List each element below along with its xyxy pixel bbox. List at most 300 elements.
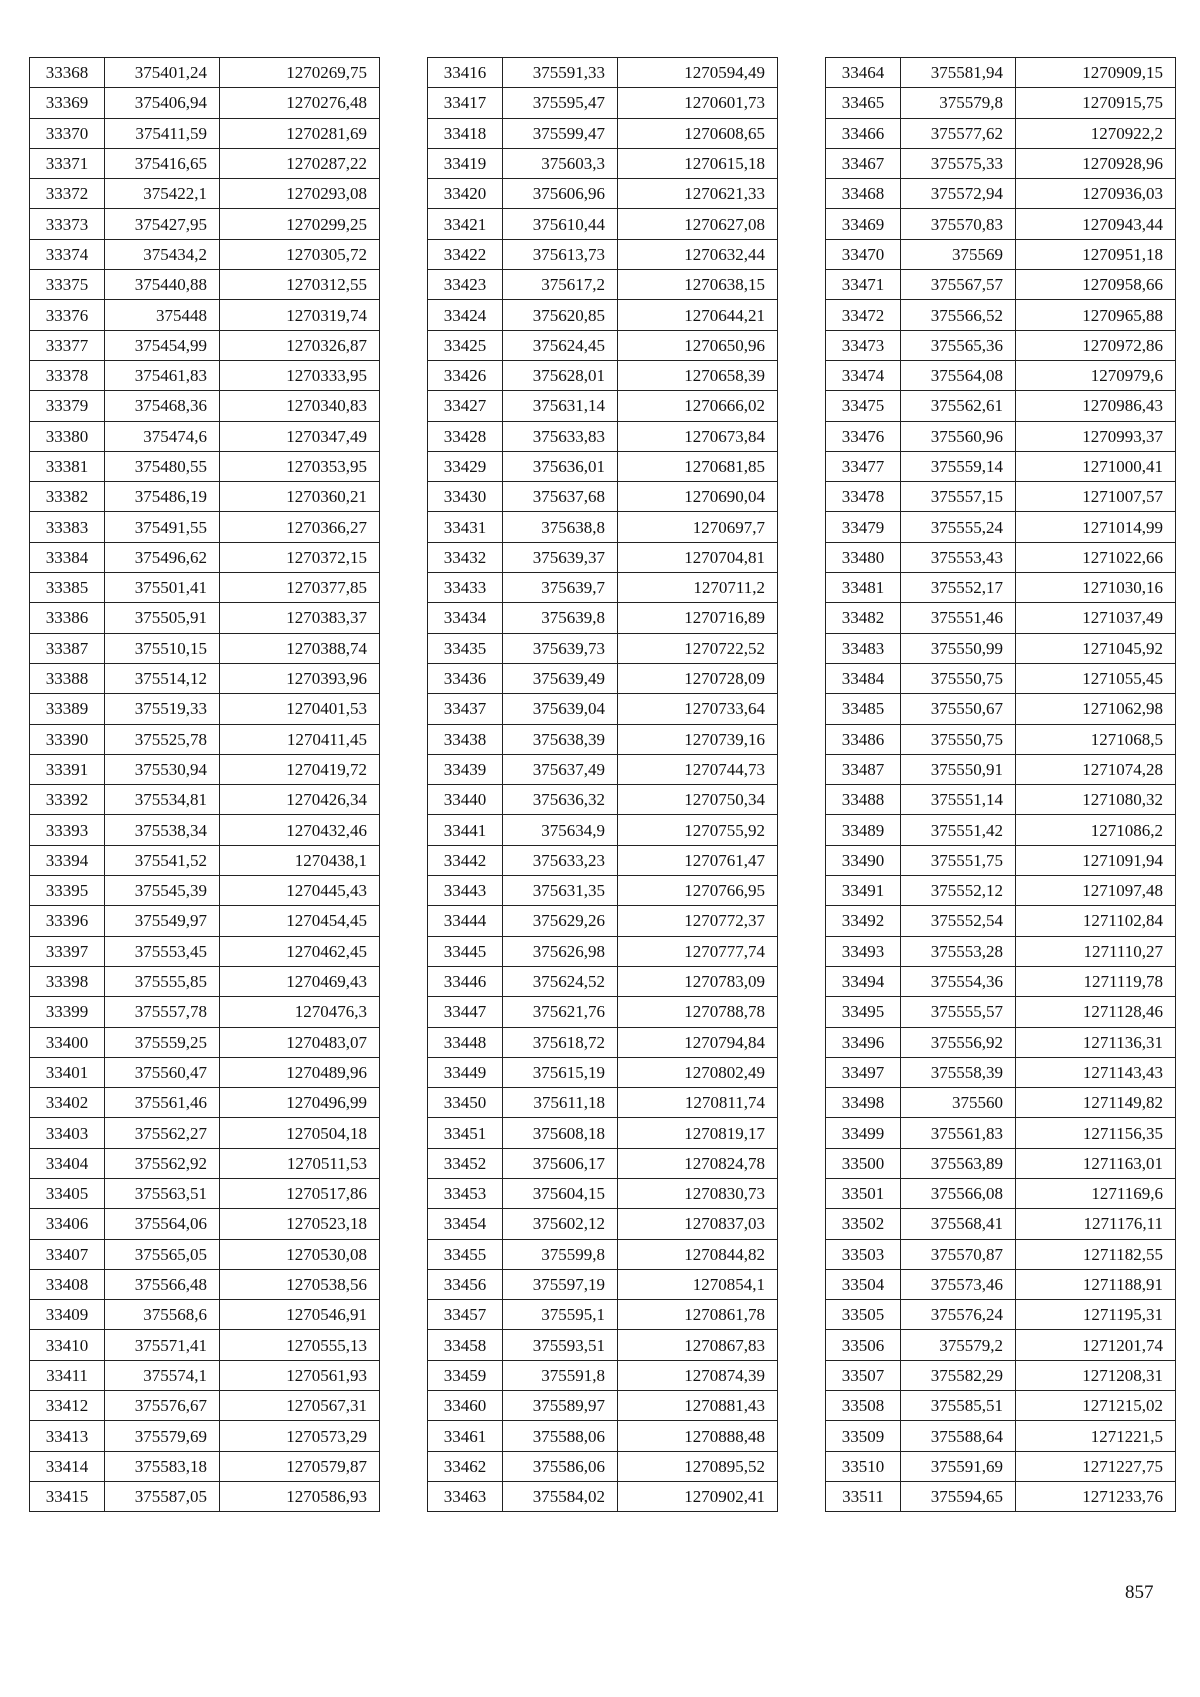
- y-coordinate-cell: 1270276,48: [220, 88, 380, 118]
- x-coordinate-cell: 375564,06: [105, 1209, 220, 1239]
- y-coordinate-cell: 1270972,86: [1016, 330, 1176, 360]
- x-coordinate-cell: 375562,27: [105, 1118, 220, 1148]
- y-coordinate-cell: 1271169,6: [1016, 1178, 1176, 1208]
- table-row: [30, 58, 380, 88]
- point-id-cell: 33505: [826, 1300, 901, 1330]
- x-coordinate-cell: 375637,68: [503, 482, 618, 512]
- x-coordinate-cell: 375599,8: [503, 1239, 618, 1269]
- point-id-cell: 33441: [428, 815, 503, 845]
- point-id-cell: 33443: [428, 876, 503, 906]
- point-id-cell: 33413: [30, 1421, 105, 1451]
- y-coordinate-cell: 1270951,18: [1016, 239, 1176, 269]
- y-coordinate-cell: 1270965,88: [1016, 300, 1176, 330]
- table-row: [826, 179, 1176, 209]
- x-coordinate-cell: 375554,36: [901, 966, 1016, 996]
- table-row: [428, 88, 778, 118]
- x-coordinate-cell: 375557,15: [901, 482, 1016, 512]
- point-id-cell: 33394: [30, 845, 105, 875]
- y-coordinate-cell: 1270393,96: [220, 663, 380, 693]
- point-id-cell: 33401: [30, 1057, 105, 1087]
- x-coordinate-cell: 375566,48: [105, 1269, 220, 1299]
- x-coordinate-cell: 375572,94: [901, 179, 1016, 209]
- point-id-cell: 33459: [428, 1360, 503, 1390]
- y-coordinate-cell: 1270936,03: [1016, 179, 1176, 209]
- table-row: [826, 1118, 1176, 1148]
- x-coordinate-cell: 375570,87: [901, 1239, 1016, 1269]
- y-coordinate-cell: 1270819,17: [618, 1118, 778, 1148]
- point-id-cell: 33380: [30, 421, 105, 451]
- point-id-cell: 33511: [826, 1481, 901, 1511]
- point-id-cell: 33475: [826, 391, 901, 421]
- table-row: [826, 815, 1176, 845]
- table-row: [30, 148, 380, 178]
- y-coordinate-cell: 1270783,09: [618, 966, 778, 996]
- y-coordinate-cell: 1270372,15: [220, 542, 380, 572]
- point-id-cell: 33440: [428, 785, 503, 815]
- x-coordinate-cell: 375553,28: [901, 936, 1016, 966]
- y-coordinate-cell: 1270496,99: [220, 1088, 380, 1118]
- y-coordinate-cell: 1270360,21: [220, 482, 380, 512]
- y-coordinate-cell: 1270802,49: [618, 1057, 778, 1087]
- point-id-cell: 33479: [826, 512, 901, 542]
- x-coordinate-cell: 375461,83: [105, 360, 220, 390]
- point-id-cell: 33444: [428, 906, 503, 936]
- table-row: [428, 1300, 778, 1330]
- y-coordinate-cell: 1270476,3: [220, 997, 380, 1027]
- point-id-cell: 33396: [30, 906, 105, 936]
- point-id-cell: 33375: [30, 270, 105, 300]
- point-id-cell: 33455: [428, 1239, 503, 1269]
- x-coordinate-cell: 375559,25: [105, 1027, 220, 1057]
- x-coordinate-cell: 375593,51: [503, 1330, 618, 1360]
- point-id-cell: 33466: [826, 118, 901, 148]
- x-coordinate-cell: 375606,96: [503, 179, 618, 209]
- y-coordinate-cell: 1271074,28: [1016, 754, 1176, 784]
- x-coordinate-cell: 375468,36: [105, 391, 220, 421]
- y-coordinate-cell: 1270697,7: [618, 512, 778, 542]
- x-coordinate-cell: 375491,55: [105, 512, 220, 542]
- x-coordinate-cell: 375576,67: [105, 1391, 220, 1421]
- point-id-cell: 33382: [30, 482, 105, 512]
- y-coordinate-cell: 1270621,33: [618, 179, 778, 209]
- y-coordinate-cell: 1271143,43: [1016, 1057, 1176, 1087]
- y-coordinate-cell: 1270326,87: [220, 330, 380, 360]
- table-row: [30, 451, 380, 481]
- point-id-cell: 33471: [826, 270, 901, 300]
- x-coordinate-cell: 375618,72: [503, 1027, 618, 1057]
- table-row: [826, 542, 1176, 572]
- point-id-cell: 33508: [826, 1391, 901, 1421]
- y-coordinate-cell: 1270632,44: [618, 239, 778, 269]
- y-coordinate-cell: 1270673,84: [618, 421, 778, 451]
- x-coordinate-cell: 375599,47: [503, 118, 618, 148]
- x-coordinate-cell: 375510,15: [105, 633, 220, 663]
- x-coordinate-cell: 375555,85: [105, 966, 220, 996]
- y-coordinate-cell: 1270716,89: [618, 603, 778, 633]
- table-row: [428, 906, 778, 936]
- y-coordinate-cell: 1270711,2: [618, 573, 778, 603]
- x-coordinate-cell: 375639,37: [503, 542, 618, 572]
- x-coordinate-cell: 375573,46: [901, 1269, 1016, 1299]
- table-row: [30, 1391, 380, 1421]
- table-row: [428, 966, 778, 996]
- table-row: [428, 603, 778, 633]
- table-row: [428, 300, 778, 330]
- point-id-cell: 33402: [30, 1088, 105, 1118]
- x-coordinate-cell: 375638,39: [503, 724, 618, 754]
- point-id-cell: 33445: [428, 936, 503, 966]
- x-coordinate-cell: 375597,19: [503, 1269, 618, 1299]
- point-id-cell: 33499: [826, 1118, 901, 1148]
- table-row: [30, 936, 380, 966]
- point-id-cell: 33453: [428, 1178, 503, 1208]
- table-row: [428, 936, 778, 966]
- y-coordinate-cell: 1270530,08: [220, 1239, 380, 1269]
- point-id-cell: 33433: [428, 573, 503, 603]
- point-id-cell: 33423: [428, 270, 503, 300]
- x-coordinate-cell: 375621,76: [503, 997, 618, 1027]
- x-coordinate-cell: 375633,23: [503, 845, 618, 875]
- point-id-cell: 33442: [428, 845, 503, 875]
- y-coordinate-cell: 1270777,74: [618, 936, 778, 966]
- point-id-cell: 33483: [826, 633, 901, 663]
- x-coordinate-cell: 375559,14: [901, 451, 1016, 481]
- y-coordinate-cell: 1270281,69: [220, 118, 380, 148]
- point-id-cell: 33476: [826, 421, 901, 451]
- y-coordinate-cell: 1271000,41: [1016, 451, 1176, 481]
- x-coordinate-cell: 375556,92: [901, 1027, 1016, 1057]
- y-coordinate-cell: 1270312,55: [220, 270, 380, 300]
- x-coordinate-cell: 375633,83: [503, 421, 618, 451]
- y-coordinate-cell: 1270861,78: [618, 1300, 778, 1330]
- x-coordinate-cell: 375591,69: [901, 1451, 1016, 1481]
- x-coordinate-cell: 375579,69: [105, 1421, 220, 1451]
- point-id-cell: 33436: [428, 663, 503, 693]
- page-number: 857: [1125, 1582, 1154, 1603]
- x-coordinate-cell: 375401,24: [105, 58, 220, 88]
- y-coordinate-cell: 1271156,35: [1016, 1118, 1176, 1148]
- x-coordinate-cell: 375565,36: [901, 330, 1016, 360]
- y-coordinate-cell: 1270555,13: [220, 1330, 380, 1360]
- y-coordinate-cell: 1270722,52: [618, 633, 778, 663]
- y-coordinate-cell: 1270854,1: [618, 1269, 778, 1299]
- y-coordinate-cell: 1270299,25: [220, 209, 380, 239]
- table-row: [428, 512, 778, 542]
- x-coordinate-cell: 375615,19: [503, 1057, 618, 1087]
- x-coordinate-cell: 375557,78: [105, 997, 220, 1027]
- y-coordinate-cell: 1270366,27: [220, 512, 380, 542]
- point-id-cell: 33468: [826, 179, 901, 209]
- y-coordinate-cell: 1271014,99: [1016, 512, 1176, 542]
- point-id-cell: 33425: [428, 330, 503, 360]
- point-id-cell: 33393: [30, 815, 105, 845]
- y-coordinate-cell: 1270788,78: [618, 997, 778, 1027]
- x-coordinate-cell: 375570,83: [901, 209, 1016, 239]
- x-coordinate-cell: 375562,61: [901, 391, 1016, 421]
- point-id-cell: 33452: [428, 1148, 503, 1178]
- table-row: [826, 1057, 1176, 1087]
- x-coordinate-cell: 375639,7: [503, 573, 618, 603]
- x-coordinate-cell: 375564,08: [901, 360, 1016, 390]
- x-coordinate-cell: 375566,08: [901, 1178, 1016, 1208]
- point-id-cell: 33411: [30, 1360, 105, 1390]
- x-coordinate-cell: 375574,1: [105, 1360, 220, 1390]
- point-id-cell: 33381: [30, 451, 105, 481]
- table-row: [30, 694, 380, 724]
- y-coordinate-cell: 1270546,91: [220, 1300, 380, 1330]
- y-coordinate-cell: 1271097,48: [1016, 876, 1176, 906]
- point-id-cell: 33410: [30, 1330, 105, 1360]
- x-coordinate-cell: 375550,75: [901, 663, 1016, 693]
- table-row: [30, 300, 380, 330]
- point-id-cell: 33427: [428, 391, 503, 421]
- point-id-cell: 33439: [428, 754, 503, 784]
- x-coordinate-cell: 375553,45: [105, 936, 220, 966]
- point-id-cell: 33498: [826, 1088, 901, 1118]
- x-coordinate-cell: 375549,97: [105, 906, 220, 936]
- y-coordinate-cell: 1270567,31: [220, 1391, 380, 1421]
- point-id-cell: 33503: [826, 1239, 901, 1269]
- x-coordinate-cell: 375639,04: [503, 694, 618, 724]
- table-row: [30, 1057, 380, 1087]
- point-id-cell: 33377: [30, 330, 105, 360]
- y-coordinate-cell: 1270561,93: [220, 1360, 380, 1390]
- table-row: [30, 1209, 380, 1239]
- y-coordinate-cell: 1270319,74: [220, 300, 380, 330]
- point-id-cell: 33416: [428, 58, 503, 88]
- y-coordinate-cell: 1271227,75: [1016, 1451, 1176, 1481]
- table-row: [30, 209, 380, 239]
- table-row: [826, 1391, 1176, 1421]
- x-coordinate-cell: 375545,39: [105, 876, 220, 906]
- table-row: [826, 1209, 1176, 1239]
- table-row: [30, 270, 380, 300]
- table-row: [826, 482, 1176, 512]
- x-coordinate-cell: 375440,88: [105, 270, 220, 300]
- y-coordinate-cell: 1270638,15: [618, 270, 778, 300]
- point-id-cell: 33454: [428, 1209, 503, 1239]
- table-row: [30, 360, 380, 390]
- x-coordinate-cell: 375560: [901, 1088, 1016, 1118]
- x-coordinate-cell: 375569: [901, 239, 1016, 269]
- y-coordinate-cell: 1270469,43: [220, 966, 380, 996]
- point-id-cell: 33495: [826, 997, 901, 1027]
- x-coordinate-cell: 375454,99: [105, 330, 220, 360]
- y-coordinate-cell: 1270644,21: [618, 300, 778, 330]
- table-row: [428, 360, 778, 390]
- point-id-cell: 33426: [428, 360, 503, 390]
- point-id-cell: 33397: [30, 936, 105, 966]
- y-coordinate-cell: 1270383,37: [220, 603, 380, 633]
- table-row: [428, 785, 778, 815]
- point-id-cell: 33435: [428, 633, 503, 663]
- point-id-cell: 33378: [30, 360, 105, 390]
- x-coordinate-cell: 375638,8: [503, 512, 618, 542]
- point-id-cell: 33447: [428, 997, 503, 1027]
- point-id-cell: 33510: [826, 1451, 901, 1481]
- point-id-cell: 33424: [428, 300, 503, 330]
- y-coordinate-cell: 1271110,27: [1016, 936, 1176, 966]
- y-coordinate-cell: 1271062,98: [1016, 694, 1176, 724]
- y-coordinate-cell: 1270438,1: [220, 845, 380, 875]
- table-row: [428, 1118, 778, 1148]
- y-coordinate-cell: 1270766,95: [618, 876, 778, 906]
- point-id-cell: 33474: [826, 360, 901, 390]
- point-id-cell: 33369: [30, 88, 105, 118]
- point-id-cell: 33482: [826, 603, 901, 633]
- x-coordinate-cell: 375563,89: [901, 1148, 1016, 1178]
- table-row: [30, 997, 380, 1027]
- table-row: [428, 1330, 778, 1360]
- y-coordinate-cell: 1270909,15: [1016, 58, 1176, 88]
- table-row: [428, 1148, 778, 1178]
- table-row: [30, 542, 380, 572]
- y-coordinate-cell: 1270993,37: [1016, 421, 1176, 451]
- point-id-cell: 33405: [30, 1178, 105, 1208]
- point-id-cell: 33412: [30, 1391, 105, 1421]
- y-coordinate-cell: 1270377,85: [220, 573, 380, 603]
- table-row: [30, 330, 380, 360]
- x-coordinate-cell: 375565,05: [105, 1239, 220, 1269]
- y-coordinate-cell: 1271045,92: [1016, 633, 1176, 663]
- table-row: [428, 815, 778, 845]
- x-coordinate-cell: 375581,94: [901, 58, 1016, 88]
- point-id-cell: 33490: [826, 845, 901, 875]
- table-row: [30, 421, 380, 451]
- y-coordinate-cell: 1270419,72: [220, 754, 380, 784]
- table-row: [428, 239, 778, 269]
- y-coordinate-cell: 1270922,2: [1016, 118, 1176, 148]
- y-coordinate-cell: 1271086,2: [1016, 815, 1176, 845]
- x-coordinate-cell: 375602,12: [503, 1209, 618, 1239]
- x-coordinate-cell: 375555,24: [901, 512, 1016, 542]
- table-row: [826, 845, 1176, 875]
- y-coordinate-cell: 1270915,75: [1016, 88, 1176, 118]
- y-coordinate-cell: 1271163,01: [1016, 1148, 1176, 1178]
- table-row: [428, 1239, 778, 1269]
- y-coordinate-cell: 1271149,82: [1016, 1088, 1176, 1118]
- point-id-cell: 33376: [30, 300, 105, 330]
- table-row: [30, 512, 380, 542]
- y-coordinate-cell: 1271037,49: [1016, 603, 1176, 633]
- y-coordinate-cell: 1270426,34: [220, 785, 380, 815]
- table-row: [428, 1209, 778, 1239]
- point-id-cell: 33493: [826, 936, 901, 966]
- table-row: [428, 633, 778, 663]
- x-coordinate-cell: 375613,73: [503, 239, 618, 269]
- x-coordinate-cell: 375606,17: [503, 1148, 618, 1178]
- y-coordinate-cell: 1270462,45: [220, 936, 380, 966]
- point-id-cell: 33502: [826, 1209, 901, 1239]
- x-coordinate-cell: 375639,73: [503, 633, 618, 663]
- x-coordinate-cell: 375626,98: [503, 936, 618, 966]
- point-id-cell: 33418: [428, 118, 503, 148]
- y-coordinate-cell: 1270293,08: [220, 179, 380, 209]
- x-coordinate-cell: 375486,19: [105, 482, 220, 512]
- table-row: [30, 815, 380, 845]
- x-coordinate-cell: 375628,01: [503, 360, 618, 390]
- y-coordinate-cell: 1270347,49: [220, 421, 380, 451]
- table-row: [428, 209, 778, 239]
- y-coordinate-cell: 1271102,84: [1016, 906, 1176, 936]
- y-coordinate-cell: 1271068,5: [1016, 724, 1176, 754]
- x-coordinate-cell: 375519,33: [105, 694, 220, 724]
- table-row: [826, 694, 1176, 724]
- table-row: [428, 542, 778, 572]
- point-id-cell: 33395: [30, 876, 105, 906]
- x-coordinate-cell: 375636,01: [503, 451, 618, 481]
- x-coordinate-cell: 375501,41: [105, 573, 220, 603]
- x-coordinate-cell: 375610,44: [503, 209, 618, 239]
- point-id-cell: 33434: [428, 603, 503, 633]
- table-row: [826, 58, 1176, 88]
- table-row: [428, 330, 778, 360]
- point-id-cell: 33432: [428, 542, 503, 572]
- point-id-cell: 33373: [30, 209, 105, 239]
- table-row: [428, 573, 778, 603]
- x-coordinate-cell: 375568,41: [901, 1209, 1016, 1239]
- point-id-cell: 33386: [30, 603, 105, 633]
- y-coordinate-cell: 1270333,95: [220, 360, 380, 390]
- point-id-cell: 33404: [30, 1148, 105, 1178]
- table-row: [30, 603, 380, 633]
- table-row: [826, 876, 1176, 906]
- x-coordinate-cell: 375567,57: [901, 270, 1016, 300]
- x-coordinate-cell: 375624,45: [503, 330, 618, 360]
- x-coordinate-cell: 375553,43: [901, 542, 1016, 572]
- table-row: [30, 1148, 380, 1178]
- point-id-cell: 33430: [428, 482, 503, 512]
- x-coordinate-cell: 375550,99: [901, 633, 1016, 663]
- table-row: [826, 1027, 1176, 1057]
- x-coordinate-cell: 375589,97: [503, 1391, 618, 1421]
- y-coordinate-cell: 1270305,72: [220, 239, 380, 269]
- y-coordinate-cell: 1270454,45: [220, 906, 380, 936]
- y-coordinate-cell: 1270824,78: [618, 1148, 778, 1178]
- table-row: [428, 118, 778, 148]
- y-coordinate-cell: 1270579,87: [220, 1451, 380, 1481]
- table-row: [428, 1178, 778, 1208]
- y-coordinate-cell: 1270432,46: [220, 815, 380, 845]
- point-id-cell: 33497: [826, 1057, 901, 1087]
- point-id-cell: 33371: [30, 148, 105, 178]
- point-id-cell: 33491: [826, 876, 901, 906]
- table-row: [428, 1421, 778, 1451]
- table-row: [826, 421, 1176, 451]
- x-coordinate-cell: 375586,06: [503, 1451, 618, 1481]
- y-coordinate-cell: 1270511,53: [220, 1148, 380, 1178]
- point-id-cell: 33489: [826, 815, 901, 845]
- table-row: [30, 876, 380, 906]
- table-row: [826, 754, 1176, 784]
- point-id-cell: 33457: [428, 1300, 503, 1330]
- y-coordinate-cell: 1270666,02: [618, 391, 778, 421]
- y-coordinate-cell: 1270411,45: [220, 724, 380, 754]
- table-row: [428, 421, 778, 451]
- table-row: [826, 209, 1176, 239]
- x-coordinate-cell: 375551,46: [901, 603, 1016, 633]
- y-coordinate-cell: 1270830,73: [618, 1178, 778, 1208]
- x-coordinate-cell: 375525,78: [105, 724, 220, 754]
- point-id-cell: 33473: [826, 330, 901, 360]
- x-coordinate-cell: 375639,8: [503, 603, 618, 633]
- table-row: [30, 724, 380, 754]
- x-coordinate-cell: 375617,2: [503, 270, 618, 300]
- point-id-cell: 33465: [826, 88, 901, 118]
- x-coordinate-cell: 375555,57: [901, 997, 1016, 1027]
- y-coordinate-cell: 1271215,02: [1016, 1391, 1176, 1421]
- y-coordinate-cell: 1270739,16: [618, 724, 778, 754]
